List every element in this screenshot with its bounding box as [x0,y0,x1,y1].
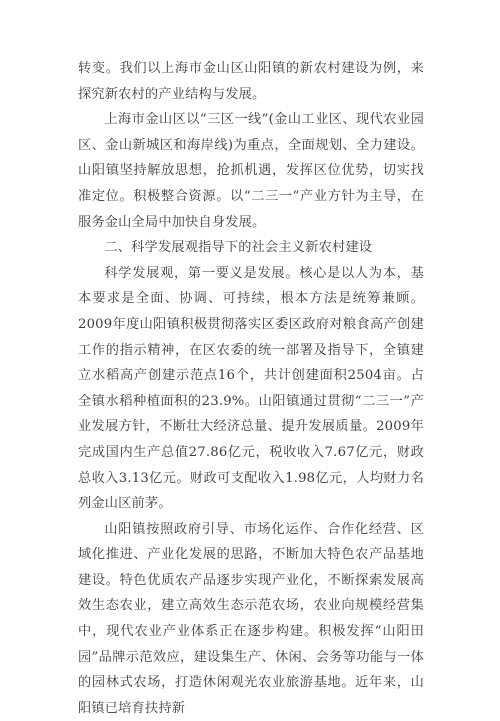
document-page [78,56,424,721]
section-heading-2: 二、科学发展观指导下的社会主义新农村建设 [104,240,373,256]
paragraph-1: 转变。我们以上海市金山区山阳镇的新农村建设为例，来探究新农村的产业结构与发展。 [78,61,424,102]
paragraph-3: 科学发展观，第一要义是发展。核心是以人为本，基本要求是全面、协调、可持续，根本方法是统筹兼顾。2009年度山阳镇积极贯彻落实区委区政府对粮食高产创建工作的指示精神，在区农委的统一部署及指导下，全镇建立水稻高产创建示范点16个，共计创建面积2504亩。占全镇水稻种植面积的23.9%。山阳镇通过贯彻“二三一”产业发展方针，不断壮大经济总量、提升发展质量。2009年完成国内生产总值27.86亿元，税收收入7.67亿元，财政总收入3.13亿元。财政可支配收入1.98亿元，人均财力名列金山区前茅。 [78,265,424,512]
paragraph-4: 山阳镇按照政府引导、市场化运作、合作化经营、区域化推进、产业化发展的思路，不断加大特色农产品基地建设。特色优质农产品逐步实现产业化，不断探索发展高效生态农业，建立高效生态示范农场，农业向规模经营集中，现代农业产业体系正在逐步构建。积极发挥“山阳田园”品牌示范效应，建设集生产、休闲、会务等功能与一体的园林式农场，打造休闲观光农业旅游基地。近年来，山阳镇已培育扶持新 [78,521,424,716]
paragraph-2: 上海市金山区以“三区一线”(金山工业区、现代农业园区、金山新城区和海岸线)为重点，全面规划、全力建设。山阳镇坚持解放思想，抢抓机遇，发挥区位优势，切实找准定位。积极整合资源。以“二三一”产业方针为主导，在服务金山全局中加快自身发展。 [78,112,424,230]
